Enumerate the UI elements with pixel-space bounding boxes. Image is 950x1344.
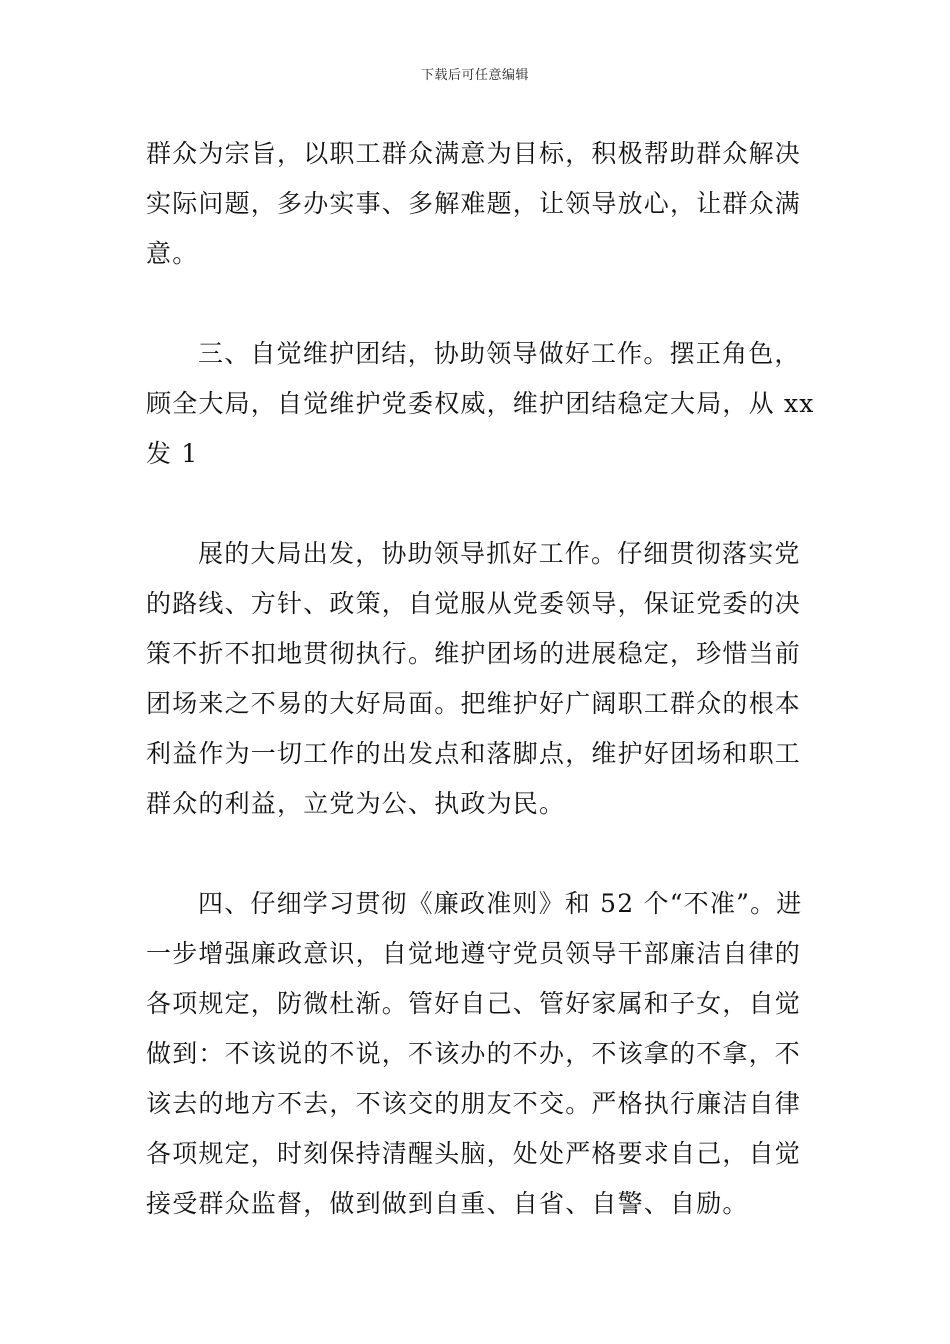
paragraph-line: 四、仔细学习贯彻《廉政准则》和 52 个“不准”。进: [198, 889, 803, 918]
header-note: 下载后可任意编辑: [420, 68, 529, 83]
paragraph-4: [146, 879, 806, 1229]
paragraph-line: 利益作为一切工作的出发点和落脚点，维护好团场和职工: [146, 739, 802, 768]
paragraph-line: 发 1: [146, 439, 199, 468]
paragraph-line: 接受群众监督，做到做到自重、自省、自警、自励。: [146, 1189, 749, 1218]
paragraph-line: 策不折不扣地贯彻执行。维护团场的进展稳定，珍惜当前: [146, 639, 802, 668]
paragraph-1: [146, 129, 806, 279]
paragraph-2: [146, 329, 815, 479]
paragraph-line: 顾全大局，自觉维护党委权威，维护团结稳定大局，从 xx: [146, 389, 815, 418]
document-body: [146, 129, 815, 1229]
paragraph-line: 做到：不该说的不说，不该办的不办，不该拿的不拿，不: [146, 1039, 802, 1068]
paragraph-line: 的路线、方针、政策，自觉服从党委领导，保证党委的决: [146, 589, 802, 618]
paragraph-line: 该去的地方不去，不该交的朋友不交。严格执行廉洁自律: [146, 1089, 802, 1118]
paragraph-3: [146, 529, 806, 829]
paragraph-line: 各项规定，防微杜渐。管好自己、管好家属和子女，自觉: [146, 989, 802, 1018]
paragraph-line: 实际问题，多办实事、多解难题，让领导放心，让群众满: [146, 189, 802, 218]
paragraph-line: 展的大局出发，协助领导抓好工作。仔细贯彻落实党: [198, 539, 801, 568]
paragraph-line: 各项规定，时刻保持清醒头脑，处处严格要求自己，自觉: [146, 1139, 802, 1168]
paragraph-line: 群众的利益，立党为公、执政为民。: [146, 789, 566, 818]
paragraph-line: 团场来之不易的大好局面。把维护好广阔职工群众的根本: [146, 689, 802, 718]
paragraph-line: 意。: [146, 239, 199, 268]
paragraph-line: 群众为宗旨，以职工群众满意为目标，积极帮助群众解决: [146, 139, 802, 168]
paragraph-line: 一步增强廉政意识，自觉地遵守党员领导干部廉洁自律的: [146, 939, 802, 968]
paragraph-line: 三、自觉维护团结，协助领导做好工作。摆正角色，: [198, 339, 801, 368]
